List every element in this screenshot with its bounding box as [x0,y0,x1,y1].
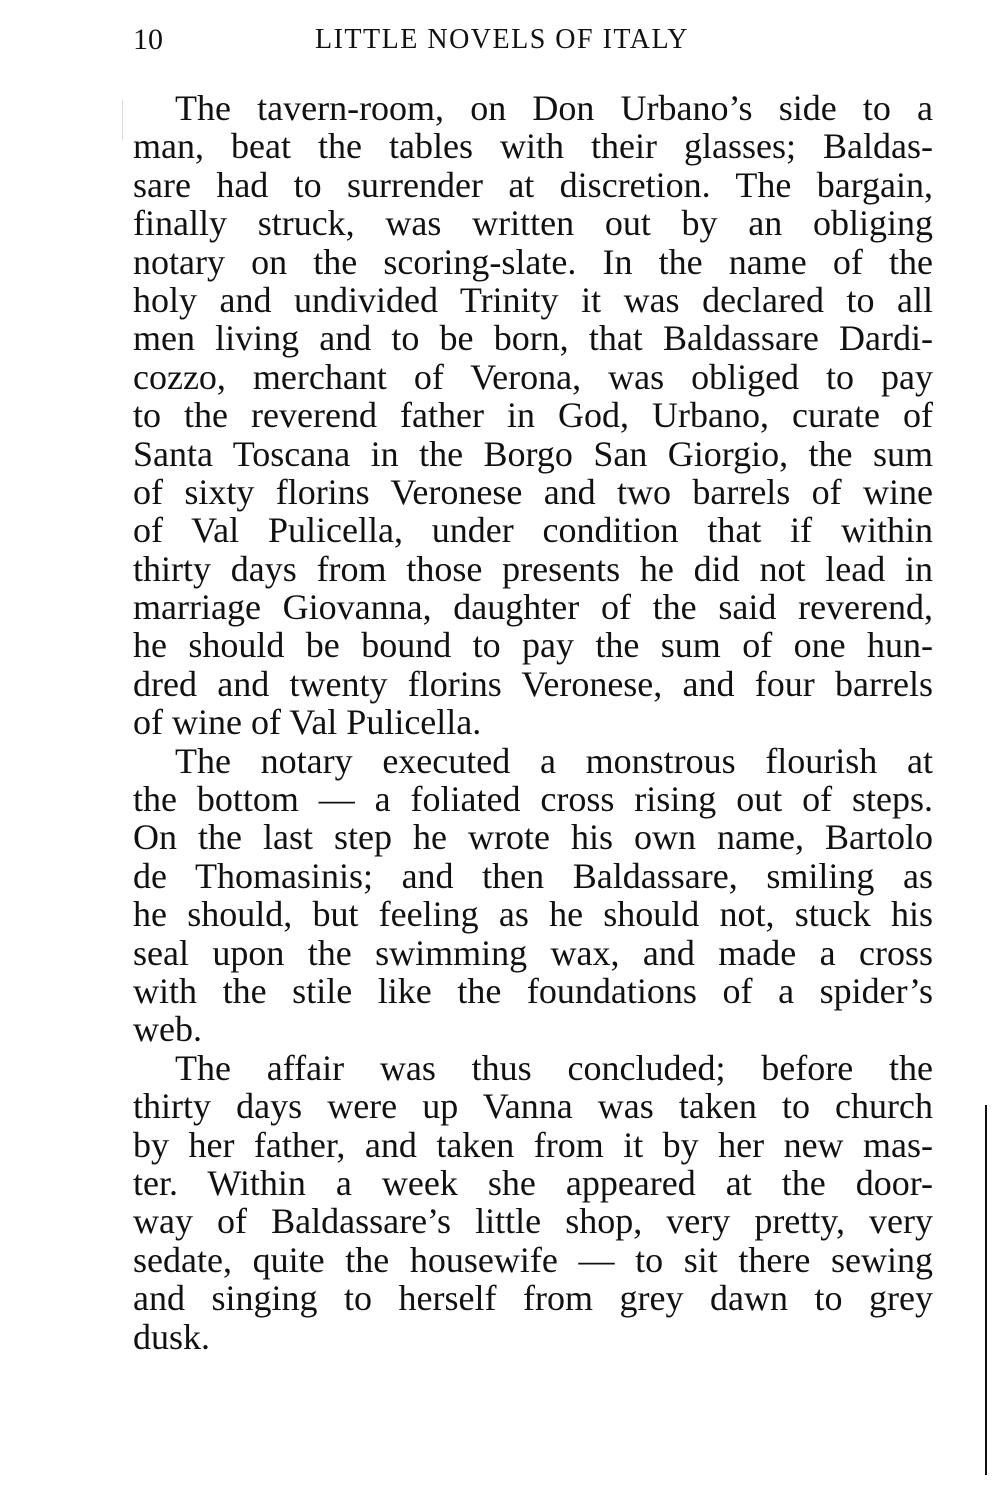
text-line: by her father, and taken from it by her new mas- [133,1124,933,1165]
paragraph [133,1049,933,1356]
text-line: men living and to be born, that Baldassare Dardi- [133,318,933,359]
text-line: Santa Toscana in the Borgo San Giorgio, the sum [133,433,933,474]
text-line: de Thomasinis; and then Baldassare, smiling as [133,855,933,896]
text-line: seal upon the swimming wax, and made a cross [133,932,933,973]
text-line: and singing to herself from grey dawn to grey [133,1278,933,1319]
text-line: with the stile like the foundations of a spider’s [133,970,933,1011]
text-line: marriage Giovanna, daughter of the said reverend, [133,587,933,628]
text-line: he should be bound to pay the sum of one hun- [133,625,933,666]
text-line: ter. Within a week she appeared at the door- [133,1162,933,1203]
text-line: The notary executed a monstrous flourish at [175,740,933,781]
scan-artifact-line [122,100,123,140]
text-line: to the reverend father in God, Urbano, curate of [133,395,933,436]
text-line: of sixty florins Veronese and two barrels of wine [133,471,933,512]
text-line: the bottom — a foliated cross rising out of steps. [133,779,933,820]
running-title: LITTLE NOVELS OF ITALY [315,24,690,55]
text-line: thirty days were up Vanna was taken to church [133,1086,933,1127]
text-line: On the last step he wrote his own name, Bartolo [133,817,933,858]
margin-rule [985,1105,987,1475]
text-line: finally struck, was written out by an obliging [133,203,933,244]
text-line: The tavern-room, on Don Urbano’s side to a [175,88,933,128]
text-line: The affair was thus concluded; before the [175,1047,933,1088]
text-line: he should, but feeling as he should not, stuck his [133,894,933,935]
text-line: web. [133,1009,202,1050]
text-line: of Val Pulicella, under condition that if within [133,510,933,551]
text-line: dred and twenty florins Veronese, and four barrels [133,663,933,704]
text-line: thirty days from those presents he did not lead in [133,548,933,589]
running-head [133,20,933,60]
page-number: 10 [133,23,163,56]
text-line: sare had to surrender at discretion. The bargain, [133,164,933,205]
paragraph [133,89,933,742]
text-line: sedate, quite the housewife — to sit there sewing [133,1239,933,1280]
paragraph [133,742,933,1049]
text-line: holy and undivided Trinity it was declared to all [133,279,933,320]
body-text [133,89,933,1356]
text-line: dusk. [133,1316,211,1357]
text-line: man, beat the tables with their glasses; Baldas- [133,126,933,167]
text-line: of wine of Val Pulicella. [133,702,482,743]
text-line: way of Baldassare’s little shop, very pretty, very [133,1201,933,1242]
text-line: cozzo, merchant of Verona, was obliged to pay [133,356,933,397]
text-line: notary on the scoring-slate. In the name of the [133,241,933,282]
